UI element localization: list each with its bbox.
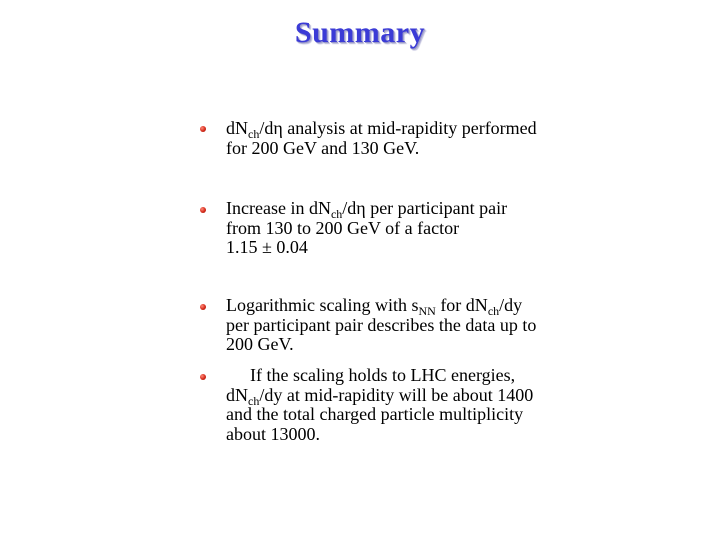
bullet-line bbox=[226, 296, 586, 316]
bullet-item-2 bbox=[226, 199, 586, 258]
bullet-line bbox=[226, 119, 586, 139]
bullet-line: about 13000. bbox=[226, 423, 320, 444]
text: /dη per participant pair bbox=[342, 198, 508, 218]
bullet-marker-icon bbox=[200, 374, 206, 380]
bullet-marker-icon bbox=[200, 126, 206, 132]
text: Logarithmic scaling with s bbox=[226, 295, 419, 315]
bullet-item-4 bbox=[226, 366, 586, 444]
bullet-line: and the total charged particle multiplicity bbox=[226, 404, 524, 424]
bullet-item-3 bbox=[226, 296, 586, 355]
bullet-line bbox=[226, 386, 586, 406]
text: /dη analysis at mid-rapidity performed bbox=[259, 118, 537, 138]
bullet-item-1 bbox=[226, 119, 586, 158]
bullet-line: for 200 GeV and 130 GeV. bbox=[226, 137, 420, 158]
bullet-marker-icon bbox=[200, 207, 206, 213]
text: dN bbox=[226, 118, 248, 138]
text: /dy at mid-rapidity will be about 1400 bbox=[259, 384, 534, 405]
subscript: ch bbox=[248, 393, 260, 408]
text: dN bbox=[226, 384, 248, 405]
bullet-line: If the scaling holds to LHC energies, bbox=[250, 365, 516, 385]
subscript: ch bbox=[487, 304, 500, 318]
bullet-line: 1.15 ± 0.04 bbox=[226, 237, 308, 257]
subscript: ch bbox=[330, 207, 343, 221]
subscript: ch bbox=[248, 127, 260, 141]
bullet-line: per participant pair describes the data up to bbox=[226, 314, 537, 335]
slide-title: Summary bbox=[294, 16, 426, 49]
text: Increase in dN bbox=[226, 198, 331, 218]
bullet-marker-icon bbox=[200, 304, 206, 310]
text: /dy bbox=[499, 295, 523, 315]
text: for dN bbox=[435, 295, 488, 315]
bullet-line: 200 GeV. bbox=[226, 334, 294, 354]
bullet-line bbox=[226, 199, 586, 219]
bullet-line: from 130 to 200 GeV of a factor bbox=[226, 217, 460, 238]
subscript: NN bbox=[418, 304, 436, 318]
